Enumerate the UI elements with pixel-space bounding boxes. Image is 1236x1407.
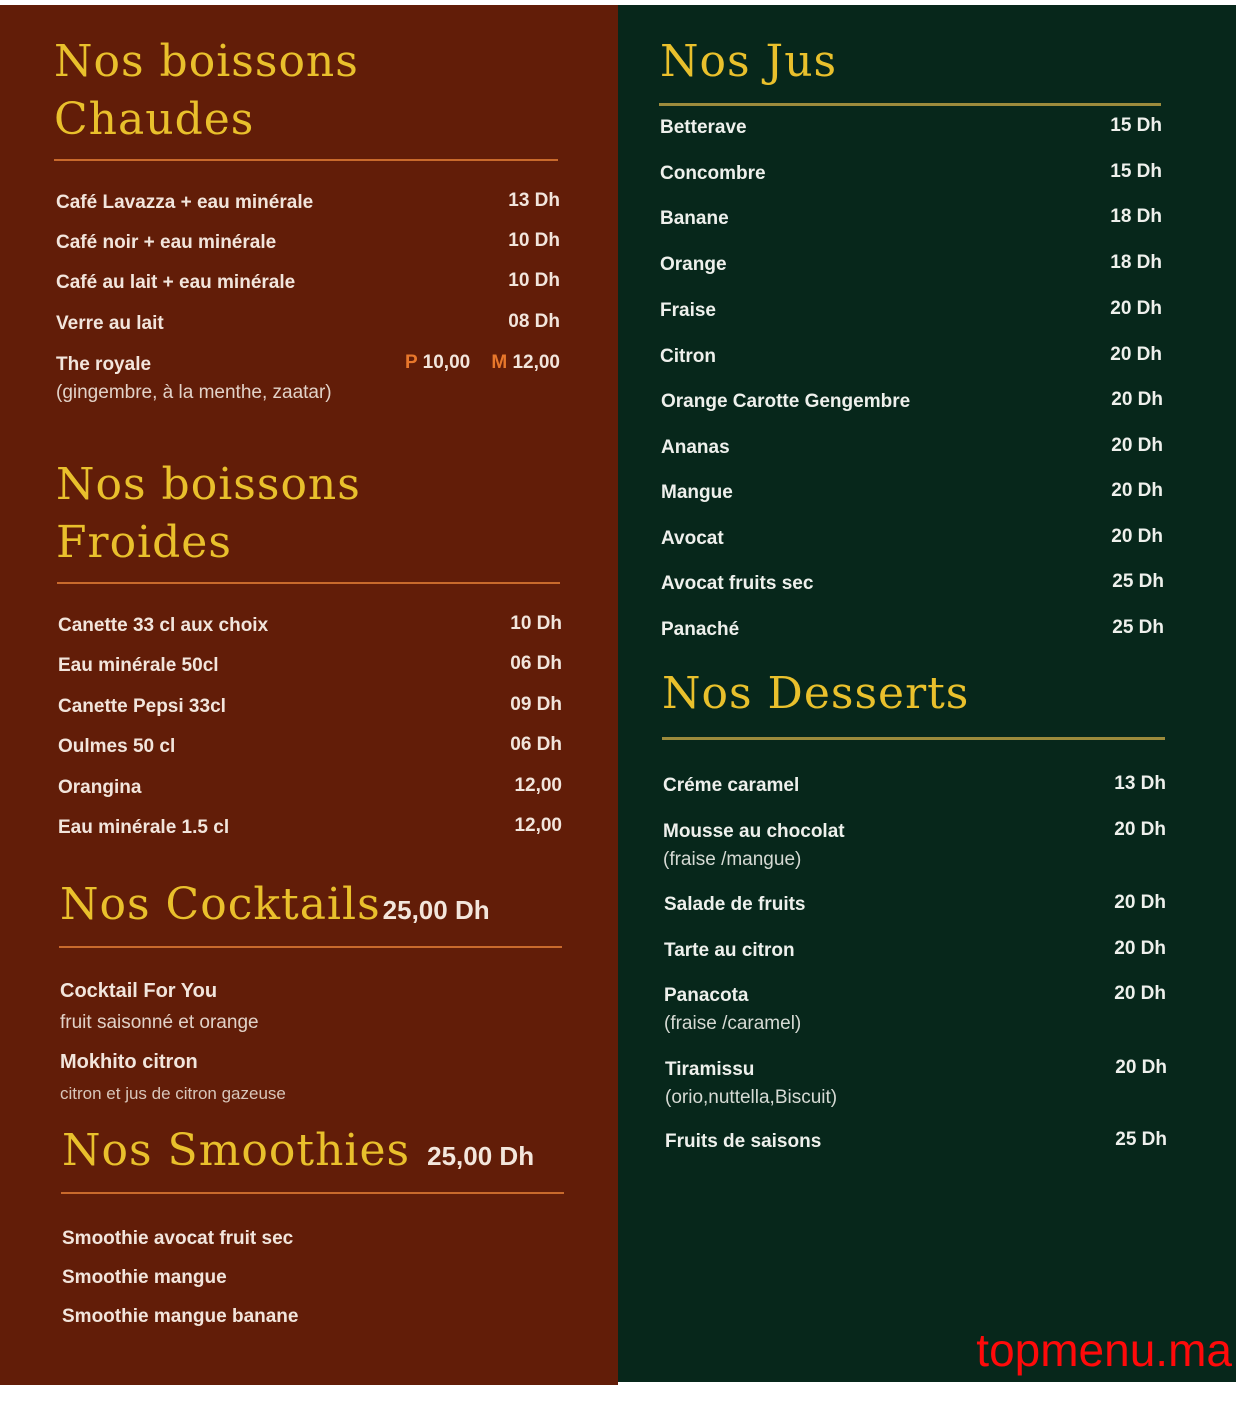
item-description: (fraise /caramel): [664, 1013, 802, 1034]
item-name: Fraise: [660, 300, 716, 321]
item-name: Mangue: [661, 482, 733, 503]
item-price: 25 Dh: [1112, 571, 1164, 592]
item-price: 20 Dh: [1115, 1057, 1167, 1078]
item-name: Eau minérale 1.5 cl: [58, 817, 230, 838]
item-name: Smoothie mangue: [62, 1267, 227, 1288]
desserts-title: [662, 665, 969, 723]
item-description: (orio,nuttella,Biscuit): [665, 1087, 838, 1108]
item-price: 20 Dh: [1111, 526, 1163, 547]
item-name: Banane: [660, 208, 729, 229]
right-menu-panel: [618, 5, 1236, 1382]
item-name: Panaché: [661, 619, 740, 640]
item-price: 18 Dh: [1110, 206, 1162, 227]
item-description: fruit saisonné et orange: [60, 1012, 259, 1033]
item-name: Betterave: [660, 117, 747, 138]
item-name: Orange Carotte Gengembre: [661, 391, 911, 412]
item-price: 08 Dh: [508, 311, 560, 332]
item-price: 20 Dh: [1111, 389, 1163, 410]
item-name: Tiramissu: [665, 1059, 755, 1080]
item-name: Avocat fruits sec: [661, 573, 814, 594]
item-price: 12,00: [514, 775, 562, 796]
item-price: 06 Dh: [510, 653, 562, 674]
item-name: Verre au lait: [56, 313, 164, 334]
item-price: 25 Dh: [1115, 1129, 1167, 1150]
item-name: Café Lavazza + eau minérale: [56, 192, 314, 213]
item-name: Mousse au chocolat: [663, 821, 845, 842]
item-price: 20 Dh: [1110, 344, 1162, 365]
item-name: Canette Pepsi 33cl: [58, 696, 226, 717]
size-m-price: 12,00: [512, 352, 560, 373]
item-price: 20 Dh: [1111, 480, 1163, 501]
item-price: 20 Dh: [1110, 298, 1162, 319]
item-name: Canette 33 cl aux choix: [58, 615, 269, 636]
item-name: Salade de fruits: [664, 894, 806, 915]
item-price: 10 Dh: [508, 270, 560, 291]
item-name: Avocat: [661, 528, 724, 549]
cold-drinks-divider: [57, 582, 560, 584]
size-p-price: 10,00: [422, 352, 471, 373]
item-name: Orange: [660, 254, 727, 275]
item-name: Eau minérale 50cl: [58, 655, 219, 676]
hot-drinks-divider: [54, 159, 558, 161]
item-price: 13 Dh: [508, 190, 560, 211]
cocktails-title-text: Nos Cocktails: [60, 879, 381, 930]
item-price: 09 Dh: [510, 694, 562, 715]
desserts-title-text: Nos Desserts: [662, 668, 970, 719]
cold-drinks-title: [56, 456, 361, 572]
item-price: 10 Dh: [508, 230, 560, 251]
item-description: citron et jus de citron gazeuse: [60, 1084, 286, 1103]
item-description: (gingembre, à la menthe, zaatar): [56, 382, 332, 403]
smoothies-title: [62, 1122, 534, 1185]
watermark-text: topmenu.ma: [976, 1324, 1232, 1376]
item-name: Smoothie mangue banane: [62, 1306, 299, 1327]
item-name: Cocktail For You: [60, 980, 218, 1002]
item-name: Mokhito citron: [60, 1051, 198, 1073]
item-name: Fruits de saisons: [665, 1131, 822, 1152]
item-price: 13 Dh: [1114, 773, 1166, 794]
juices-divider: [659, 103, 1161, 106]
item-price: 12,00: [514, 815, 562, 836]
left-menu-panel: [0, 5, 618, 1385]
item-price: 20 Dh: [1111, 435, 1163, 456]
item-price: 20 Dh: [1114, 819, 1166, 840]
desserts-divider: [662, 737, 1165, 740]
item-name: Citron: [660, 346, 716, 367]
hot-drinks-title-line1: Nos boissons: [54, 36, 359, 87]
juices-title: [660, 33, 837, 91]
item-name: Ananas: [661, 437, 730, 458]
smoothies-title-text: Nos Smoothies: [62, 1125, 411, 1176]
cold-drinks-title-line2: Froides: [56, 517, 232, 568]
cocktails-price: 25,00 Dh: [382, 895, 490, 925]
size-p-label: P: [405, 352, 418, 373]
size-m-label: M: [491, 352, 508, 373]
item-price: 15 Dh: [1110, 161, 1162, 182]
item-name: Café noir + eau minérale: [56, 232, 277, 253]
hot-drinks-title: [54, 33, 359, 149]
smoothies-divider: [61, 1192, 564, 1194]
item-size-prices: [405, 351, 560, 375]
item-description: (fraise /mangue): [663, 849, 802, 870]
item-name: Tarte au citron: [664, 940, 795, 961]
cold-drinks-title-line1: Nos boissons: [56, 459, 361, 510]
item-name: Smoothie avocat fruit sec: [62, 1228, 294, 1249]
item-name: Concombre: [660, 163, 766, 184]
juices-title-text: Nos Jus: [660, 36, 838, 87]
item-price: 06 Dh: [510, 734, 562, 755]
hot-drinks-title-line2: Chaudes: [54, 94, 255, 145]
item-name: Oulmes 50 cl: [58, 736, 176, 757]
item-price: 20 Dh: [1114, 938, 1166, 959]
item-name: Orangina: [58, 777, 142, 798]
item-name: Café au lait + eau minérale: [56, 272, 296, 293]
cocktails-divider: [59, 946, 562, 948]
smoothies-price: 25,00 Dh: [427, 1141, 535, 1171]
item-name: Créme caramel: [663, 775, 800, 796]
item-price: 25 Dh: [1112, 617, 1164, 638]
item-name: The royale: [56, 354, 152, 375]
item-price: 20 Dh: [1114, 892, 1166, 913]
cocktails-title: [60, 876, 490, 939]
item-price: 15 Dh: [1110, 115, 1162, 136]
item-name: Panacota: [664, 985, 749, 1006]
item-price: 18 Dh: [1110, 252, 1162, 273]
item-price: 10 Dh: [510, 613, 562, 634]
item-price: 20 Dh: [1114, 983, 1166, 1004]
